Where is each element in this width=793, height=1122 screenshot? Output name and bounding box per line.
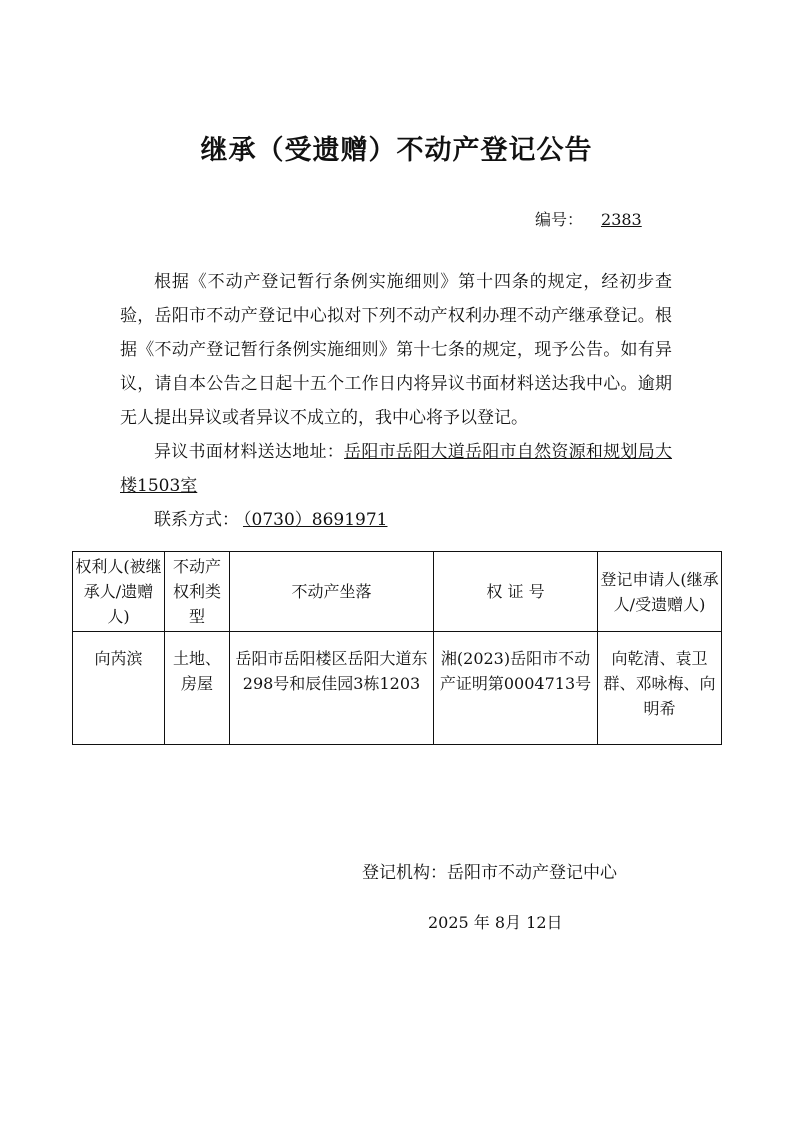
agency-value: 岳阳市不动产登记中心 <box>447 863 617 883</box>
agency-label: 登记机构： <box>362 863 447 883</box>
contact-line <box>120 503 672 537</box>
header-certificate-number: 权 证 号 <box>434 552 598 632</box>
header-right-type: 不动产权利类型 <box>165 552 230 632</box>
notice-body <box>120 265 672 537</box>
registration-agency <box>362 858 617 883</box>
cell-location: 岳阳市岳阳楼区岳阳大道东298号和辰佳园3栋1203 <box>230 632 434 745</box>
serial-number <box>535 207 642 230</box>
header-location: 不动产坐落 <box>230 552 434 632</box>
header-applicant: 登记申请人(继承人/受遗赠人) <box>598 552 722 632</box>
serial-label: 编号： <box>535 210 584 229</box>
header-right-holder: 权利人(被继承人/遗赠人) <box>73 552 165 632</box>
objection-address <box>120 435 672 503</box>
serial-value: 2383 <box>601 210 642 229</box>
cell-certificate-number: 湘(2023)岳阳市不动产证明第0004713号 <box>434 632 598 745</box>
page-title: 继承（受遗赠）不动产登记公告 <box>200 135 593 166</box>
notice-paragraph: 根据《不动产登记暂行条例实施细则》第十四条的规定，经初步查验，岳阳市不动产登记中心拟对下列不动产权利办理不动产继承登记。根据《不动产登记暂行条例实施细则》第十七条的规定，现予公告。如有异议，请自本公告之日起十五个工作日内将异议书面材料送达我中心。逾期无人提出异议或者异议不成立的，我中心将予以登记。 <box>120 272 672 428</box>
property-table <box>72 551 722 745</box>
table-row <box>73 632 722 745</box>
cell-right-holder: 向芮滨 <box>73 632 165 745</box>
cell-applicant: 向乾清、袁卫群、邓咏梅、向明希 <box>598 632 722 745</box>
objection-address-label: 异议书面材料送达地址： <box>154 442 345 462</box>
notice-date: 2025 年 8月 12日 <box>428 913 563 932</box>
objection-address-value: 岳阳市岳阳大道岳阳市自然资源和规划局大楼1503室 <box>120 442 673 496</box>
cell-right-type: 土地、房屋 <box>165 632 230 745</box>
contact-label: 联系方式： <box>154 510 239 530</box>
contact-phone: （0730）8691971 <box>243 510 388 530</box>
table-header-row <box>73 552 722 632</box>
